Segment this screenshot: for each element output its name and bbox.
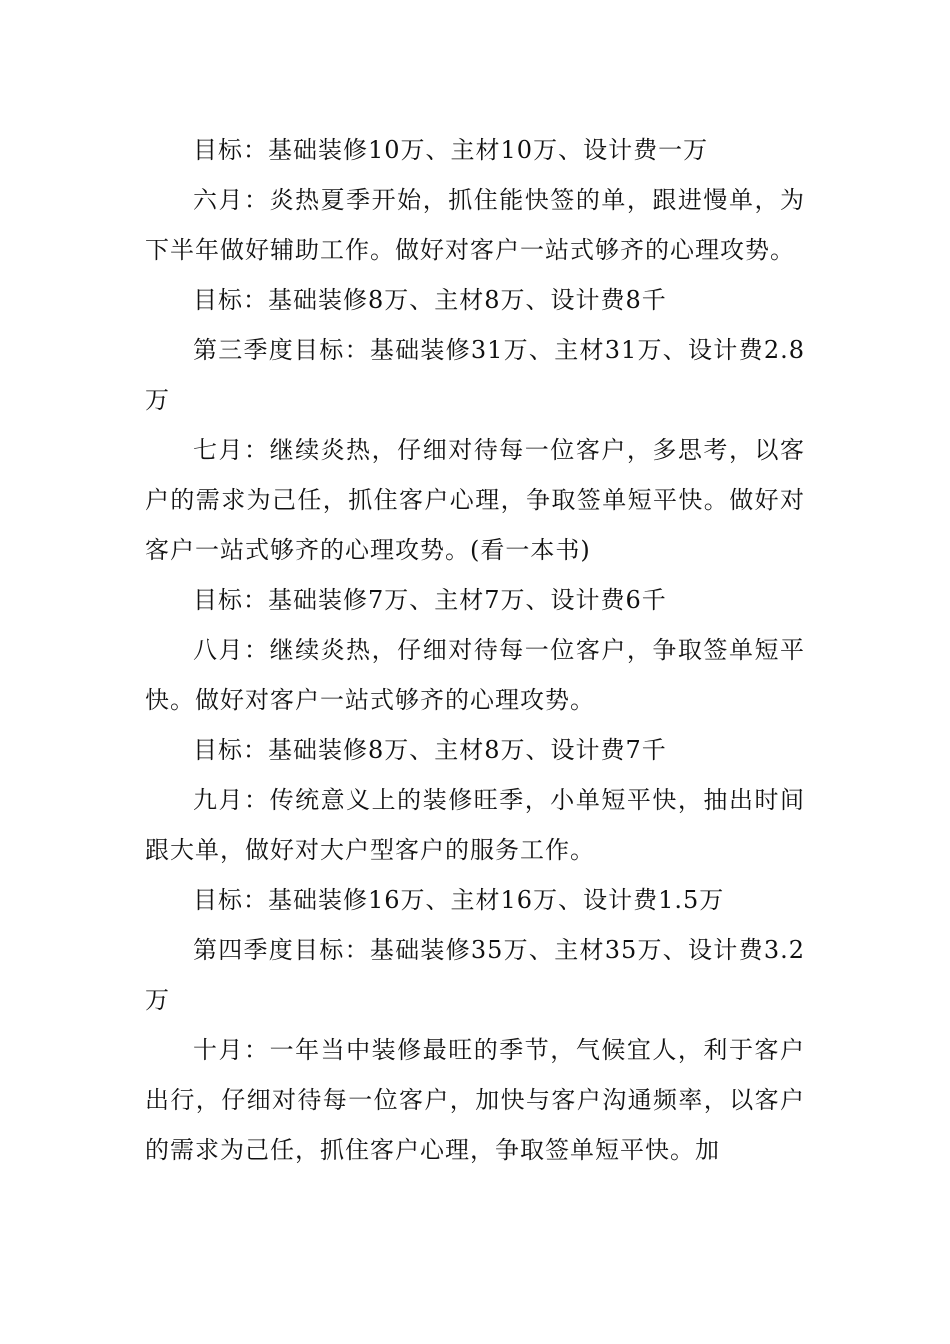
- goal-may: 目标：基础装修10万、主材10万、设计费一万: [193, 136, 709, 164]
- plan-september: 九月：传统意义上的装修旺季，小单短平快，抽出时间跟大单，做好对大户型客户的服务工作。: [145, 786, 805, 864]
- plan-october: 十月：一年当中装修最旺的季节，气候宜人，利于客户出行，仔细对待每一位客户，加快与客户沟通频率，以客户的需求为己任，抓住客户心理，争取签单短平快。加: [145, 1036, 805, 1164]
- goal-august: 目标：基础装修8万、主材8万、设计费7千: [193, 736, 667, 764]
- plan-june: 六月：炎热夏季开始，抓住能快签的单，跟进慢单，为下半年做好辅助工作。做好对客户一站式够齐的心理攻势。: [145, 186, 805, 264]
- goal-june: 目标：基础装修8万、主材8万、设计费8千: [193, 286, 667, 314]
- goal-q4: 第四季度目标：基础装修35万、主材35万、设计费3.2万: [145, 936, 805, 1014]
- goal-july: 目标：基础装修7万、主材7万、设计费6千: [193, 586, 667, 614]
- goal-q3: 第三季度目标：基础装修31万、主材31万、设计费2.8万: [145, 336, 805, 414]
- goal-september: 目标：基础装修16万、主材16万、设计费1.5万: [193, 886, 725, 914]
- plan-august: 八月：继续炎热，仔细对待每一位客户，争取签单短平快。做好对客户一站式够齐的心理攻势。: [145, 636, 805, 714]
- plan-july: 七月：继续炎热，仔细对待每一位客户，多思考，以客户的需求为己任，抓住客户心理，争取签单短平快。做好对客户一站式够齐的心理攻势。(看一本书): [145, 436, 805, 564]
